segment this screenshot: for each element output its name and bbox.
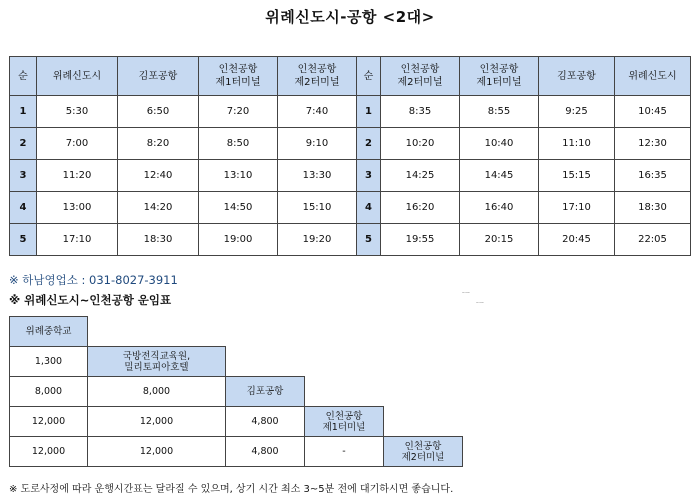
time-cell: 8:50 xyxy=(199,128,278,160)
time-cell: 11:20 xyxy=(37,160,118,192)
time-cell: 10:20 xyxy=(381,128,460,160)
sequence-cell: 5 xyxy=(10,224,37,256)
time-cell: 9:10 xyxy=(278,128,357,160)
table-row xyxy=(10,128,691,160)
empty-cell xyxy=(384,407,463,437)
time-cell: 20:45 xyxy=(539,224,615,256)
empty-cell xyxy=(305,347,384,377)
sequence-cell: 3 xyxy=(357,160,381,192)
empty-cell xyxy=(384,347,463,377)
timetable-header-cell: 인천공항 제2터미널 xyxy=(278,57,357,96)
fare-stop-label: 인천공항 제2터미널 xyxy=(384,437,463,467)
time-cell: 19:00 xyxy=(199,224,278,256)
empty-cell xyxy=(226,317,305,347)
time-cell: 7:20 xyxy=(199,96,278,128)
table-row xyxy=(10,224,691,256)
stray-mark: ㅡ xyxy=(476,299,484,308)
time-cell: 16:35 xyxy=(615,160,691,192)
time-cell: 12:30 xyxy=(615,128,691,160)
time-cell: 5:30 xyxy=(37,96,118,128)
timetable-header-cell: 위례신도시 xyxy=(37,57,118,96)
footer-note: ※ 도로사정에 따라 운행시간표는 달라질 수 있으며, 상기 시간 최소 3~5분 전에 대기하시면 좋습니다. xyxy=(9,484,454,495)
time-cell: 10:40 xyxy=(460,128,539,160)
time-cell: 11:10 xyxy=(539,128,615,160)
fare-stop-label: 김포공항 xyxy=(226,377,305,407)
fare-cell: 12,000 xyxy=(88,407,226,437)
table-row xyxy=(10,160,691,192)
time-cell: 7:00 xyxy=(37,128,118,160)
empty-cell xyxy=(305,377,384,407)
fare-cell: 12,000 xyxy=(10,437,88,467)
time-cell: 22:05 xyxy=(615,224,691,256)
timetable-header-cell: 인천공항 제1터미널 xyxy=(199,57,278,96)
table-row xyxy=(10,96,691,128)
time-cell: 15:15 xyxy=(539,160,615,192)
table-row xyxy=(10,377,463,407)
fare-stop-label: 국방전직교육원, 밀리토피아호텔 xyxy=(88,347,226,377)
time-cell: 20:15 xyxy=(460,224,539,256)
fare-cell: 4,800 xyxy=(226,437,305,467)
timetable-header-row xyxy=(10,57,691,96)
time-cell: 8:35 xyxy=(381,96,460,128)
time-cell: 6:50 xyxy=(118,96,199,128)
time-cell: 19:20 xyxy=(278,224,357,256)
fare-cell: 1,300 xyxy=(10,347,88,377)
time-cell: 16:40 xyxy=(460,192,539,224)
sequence-cell: 2 xyxy=(10,128,37,160)
fare-cell: 12,000 xyxy=(10,407,88,437)
sequence-cell: 5 xyxy=(357,224,381,256)
time-cell: 14:45 xyxy=(460,160,539,192)
sequence-cell: 1 xyxy=(10,96,37,128)
time-cell: 8:20 xyxy=(118,128,199,160)
sequence-cell: 1 xyxy=(357,96,381,128)
time-cell: 9:25 xyxy=(539,96,615,128)
fare-cell: 4,800 xyxy=(226,407,305,437)
time-cell: 14:25 xyxy=(381,160,460,192)
table-row xyxy=(10,407,463,437)
table-row xyxy=(10,317,463,347)
fare-table xyxy=(9,316,463,467)
time-cell: 18:30 xyxy=(615,192,691,224)
fare-stop-label: 위례중학교 xyxy=(10,317,88,347)
sequence-cell: 4 xyxy=(10,192,37,224)
fare-stop-label: 인천공항 제1터미널 xyxy=(305,407,384,437)
empty-cell xyxy=(88,317,226,347)
timetable-header-cell: 위례신도시 xyxy=(615,57,691,96)
timetable-header-cell: 김포공항 xyxy=(539,57,615,96)
timetable-header-cell: 인천공항 제1터미널 xyxy=(460,57,539,96)
time-cell: 13:10 xyxy=(199,160,278,192)
fare-table-title: ※ 위례신도시~인천공항 운임표 xyxy=(9,293,172,307)
time-cell: 7:40 xyxy=(278,96,357,128)
empty-cell xyxy=(384,377,463,407)
time-cell: 10:45 xyxy=(615,96,691,128)
timetable xyxy=(9,56,691,256)
timetable-header-cell: 김포공항 xyxy=(118,57,199,96)
timetable-header-cell: 순 xyxy=(357,57,381,96)
fare-cell: - xyxy=(305,437,384,467)
time-cell: 17:10 xyxy=(539,192,615,224)
time-cell: 8:55 xyxy=(460,96,539,128)
time-cell: 14:20 xyxy=(118,192,199,224)
time-cell: 12:40 xyxy=(118,160,199,192)
table-row xyxy=(10,437,463,467)
table-row xyxy=(10,192,691,224)
sequence-cell: 4 xyxy=(357,192,381,224)
time-cell: 18:30 xyxy=(118,224,199,256)
contact-note: ※ 하남영업소 : 031-8027-3911 xyxy=(9,273,178,287)
table-row xyxy=(10,347,463,377)
empty-cell xyxy=(226,347,305,377)
time-cell: 17:10 xyxy=(37,224,118,256)
page-title: 위례신도시-공항 <2대> xyxy=(265,8,435,26)
time-cell: 16:20 xyxy=(381,192,460,224)
timetable-header-cell: 인천공항 제2터미널 xyxy=(381,57,460,96)
sequence-cell: 3 xyxy=(10,160,37,192)
time-cell: 14:50 xyxy=(199,192,278,224)
fare-cell: 12,000 xyxy=(88,437,226,467)
sequence-cell: 2 xyxy=(357,128,381,160)
fare-cell: 8,000 xyxy=(88,377,226,407)
time-cell: 13:30 xyxy=(278,160,357,192)
time-cell: 13:00 xyxy=(37,192,118,224)
time-cell: 15:10 xyxy=(278,192,357,224)
time-cell: 19:55 xyxy=(381,224,460,256)
timetable-header-cell: 순 xyxy=(10,57,37,96)
empty-cell xyxy=(305,317,384,347)
stray-mark: ㅡ xyxy=(462,289,470,298)
fare-cell: 8,000 xyxy=(10,377,88,407)
empty-cell xyxy=(384,317,463,347)
